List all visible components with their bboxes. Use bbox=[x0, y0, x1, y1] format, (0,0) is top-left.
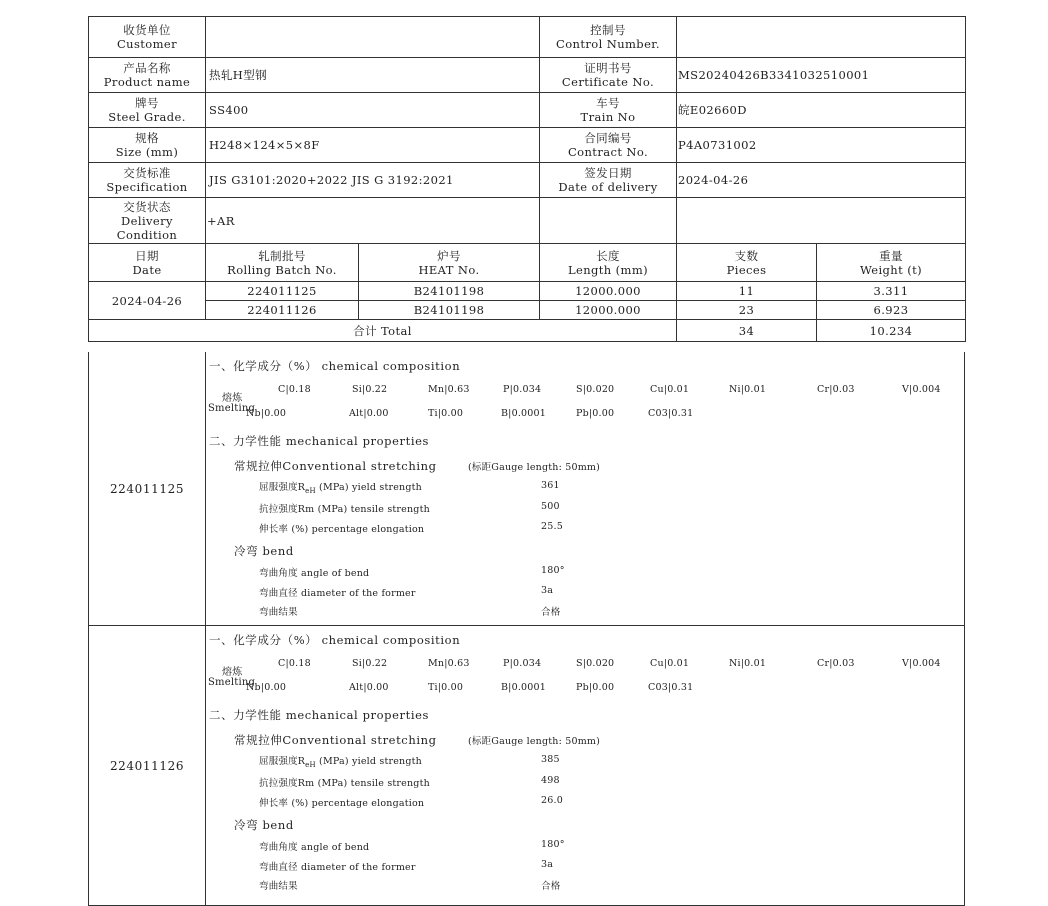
product-name-value: 热轧H型钢 bbox=[206, 58, 540, 93]
certificate-no-label: 证明书号 Certificate No. bbox=[540, 58, 677, 93]
chem-element: Ni|0.01 bbox=[729, 658, 767, 669]
chem-element: Mn|0.63 bbox=[428, 384, 470, 395]
delivery-date-label: 签发日期 Date of delivery bbox=[540, 163, 677, 198]
row-weight: 6.923 bbox=[817, 301, 966, 320]
specification-label: 交货标准 Specification bbox=[89, 163, 206, 198]
chem-title: 一、化学成分（%） chemical composition bbox=[209, 359, 461, 373]
chem-element: Mn|0.63 bbox=[428, 658, 470, 669]
smelting-label-en: Smelting bbox=[208, 403, 256, 414]
bend-title: 冷弯 bend bbox=[234, 544, 294, 558]
smelting-label-cn: 熔炼 bbox=[222, 393, 243, 404]
tensile-label: 抗拉强度Rm (MPa) tensile strength bbox=[259, 778, 430, 789]
chem-element: C|0.18 bbox=[278, 384, 311, 395]
contract-no-label: 合同编号 Contract No. bbox=[540, 128, 677, 163]
bend-result-value: 合格 bbox=[541, 881, 561, 892]
chem-element: Si|0.22 bbox=[352, 384, 388, 395]
stretch-title: 常规拉伸Conventional stretching bbox=[234, 459, 437, 473]
certificate-header-table bbox=[88, 16, 966, 342]
contract-no-value: P4A0731002 bbox=[677, 128, 966, 163]
customer-label: 收货单位 Customer bbox=[89, 17, 206, 58]
chem-element: S|0.020 bbox=[576, 384, 615, 395]
col-batch: 轧制批号 Rolling Batch No. bbox=[206, 244, 359, 282]
elongation-label: 伸长率 (%) percentage elongation bbox=[259, 798, 425, 809]
bend-angle-value: 180° bbox=[541, 565, 565, 576]
steel-grade-value: SS400 bbox=[206, 93, 540, 128]
bend-angle-label: 弯曲角度 angle of bend bbox=[259, 842, 370, 853]
yield-label: 屈服强度$R_{eH}$ (MPa) yield strength bbox=[259, 482, 422, 495]
total-weight: 10.234 bbox=[817, 320, 966, 342]
yield-value: 361 bbox=[541, 480, 560, 491]
bend-angle-label: 弯曲角度 angle of bend bbox=[259, 568, 370, 579]
chem-element: V|0.004 bbox=[902, 384, 941, 395]
chem-element: V|0.004 bbox=[902, 658, 941, 669]
smelting-label-en: Smelting bbox=[208, 677, 256, 688]
row-batch: 224011125 bbox=[206, 282, 359, 301]
stretch-title: 常规拉伸Conventional stretching bbox=[234, 733, 437, 747]
bend-angle-value: 180° bbox=[541, 839, 565, 850]
chem-element: C03|0.31 bbox=[648, 408, 694, 419]
chem-element: Nb|0.00 bbox=[246, 408, 287, 419]
test-results bbox=[206, 626, 964, 905]
gauge-length: (标距Gauge length: 50mm) bbox=[468, 462, 601, 473]
product-name-label: 产品名称 Product name bbox=[89, 58, 206, 93]
table-row bbox=[89, 282, 966, 301]
row-heat: B24101198 bbox=[359, 282, 540, 301]
control-number-label: 控制号 Control Number. bbox=[540, 17, 677, 58]
bend-result-value: 合格 bbox=[541, 607, 561, 618]
yield-label: 屈服强度$R_{eH}$ (MPa) yield strength bbox=[259, 756, 422, 769]
chem-element: C03|0.31 bbox=[648, 682, 694, 693]
bend-diameter-value: 3a bbox=[541, 859, 554, 870]
tensile-value: 498 bbox=[541, 775, 560, 786]
chem-element: C|0.18 bbox=[278, 658, 311, 669]
chem-element: Cr|0.03 bbox=[817, 658, 855, 669]
bend-title: 冷弯 bend bbox=[234, 818, 294, 832]
bend-diameter-label: 弯曲直径 diameter of the former bbox=[259, 862, 416, 873]
yield-value: 385 bbox=[541, 754, 560, 765]
customer-value bbox=[206, 17, 540, 58]
control-number-value bbox=[677, 17, 966, 58]
bend-diameter-label: 弯曲直径 diameter of the former bbox=[259, 588, 416, 599]
gauge-length: (标距Gauge length: 50mm) bbox=[468, 736, 601, 747]
empty-cell bbox=[540, 198, 677, 244]
empty-cell bbox=[677, 198, 966, 244]
total-row bbox=[89, 320, 966, 342]
row-heat: B24101198 bbox=[359, 301, 540, 320]
bend-result-label: 弯曲结果 bbox=[259, 881, 298, 892]
tensile-value: 500 bbox=[541, 501, 560, 512]
lot-number: 224011126 bbox=[89, 626, 206, 905]
table-row bbox=[89, 301, 966, 320]
train-no-value: 皖E02660D bbox=[677, 93, 966, 128]
chem-element: Alt|0.00 bbox=[349, 408, 389, 419]
bend-diameter-value: 3a bbox=[541, 585, 554, 596]
chem-element: Pb|0.00 bbox=[576, 408, 615, 419]
tensile-label: 抗拉强度Rm (MPa) tensile strength bbox=[259, 504, 430, 515]
delivery-condition-value: +AR bbox=[206, 198, 540, 244]
row-batch: 224011126 bbox=[206, 301, 359, 320]
chem-element: Nb|0.00 bbox=[246, 682, 287, 693]
chem-element: Cu|0.01 bbox=[650, 658, 690, 669]
size-value: H248×124×5×8F bbox=[206, 128, 540, 163]
elongation-label: 伸长率 (%) percentage elongation bbox=[259, 524, 425, 535]
chem-element: Cu|0.01 bbox=[650, 384, 690, 395]
size-label: 规格 Size (mm) bbox=[89, 128, 206, 163]
specification-value: JIS G3101:2020+2022 JIS G 3192:2021 bbox=[206, 163, 540, 198]
steel-grade-label: 牌号 Steel Grade. bbox=[89, 93, 206, 128]
chem-element: Ti|0.00 bbox=[428, 408, 464, 419]
certificate-no-value: MS20240426B3341032510001 bbox=[677, 58, 966, 93]
chem-element: Pb|0.00 bbox=[576, 682, 615, 693]
chem-element: B|0.0001 bbox=[501, 408, 547, 419]
bend-result-label: 弯曲结果 bbox=[259, 607, 298, 618]
row-weight: 3.311 bbox=[817, 282, 966, 301]
col-length: 长度 Length (mm) bbox=[540, 244, 677, 282]
total-label: 合计 Total bbox=[89, 320, 677, 342]
test-block bbox=[88, 626, 965, 906]
col-weight: 重量 Weight (t) bbox=[817, 244, 966, 282]
col-date: 日期 Date bbox=[89, 244, 206, 282]
delivery-condition-label: 交货状态 Delivery Condition bbox=[89, 198, 206, 244]
row-pieces: 11 bbox=[677, 282, 817, 301]
row-pieces: 23 bbox=[677, 301, 817, 320]
rows-date: 2024-04-26 bbox=[89, 282, 206, 320]
chem-element: Si|0.22 bbox=[352, 658, 388, 669]
mech-title: 二、力学性能 mechanical properties bbox=[209, 434, 430, 448]
chem-element: P|0.034 bbox=[503, 384, 542, 395]
elongation-value: 25.5 bbox=[541, 521, 563, 532]
chem-element: P|0.034 bbox=[503, 658, 542, 669]
chem-element: S|0.020 bbox=[576, 658, 615, 669]
total-pieces: 34 bbox=[677, 320, 817, 342]
test-results bbox=[206, 352, 964, 625]
train-no-label: 车号 Train No bbox=[540, 93, 677, 128]
row-length: 12000.000 bbox=[540, 301, 677, 320]
chem-element: Ti|0.00 bbox=[428, 682, 464, 693]
lot-number: 224011125 bbox=[89, 352, 206, 625]
delivery-date-value: 2024-04-26 bbox=[677, 163, 966, 198]
chem-element: Ni|0.01 bbox=[729, 384, 767, 395]
chem-element: B|0.0001 bbox=[501, 682, 547, 693]
chem-element: Alt|0.00 bbox=[349, 682, 389, 693]
col-pieces: 支数 Pieces bbox=[677, 244, 817, 282]
chem-title: 一、化学成分（%） chemical composition bbox=[209, 633, 461, 647]
chem-element: Cr|0.03 bbox=[817, 384, 855, 395]
test-block bbox=[88, 352, 965, 626]
elongation-value: 26.0 bbox=[541, 795, 563, 806]
row-length: 12000.000 bbox=[540, 282, 677, 301]
col-heat: 炉号 HEAT No. bbox=[359, 244, 540, 282]
mech-title: 二、力学性能 mechanical properties bbox=[209, 708, 430, 722]
smelting-label-cn: 熔炼 bbox=[222, 667, 243, 678]
